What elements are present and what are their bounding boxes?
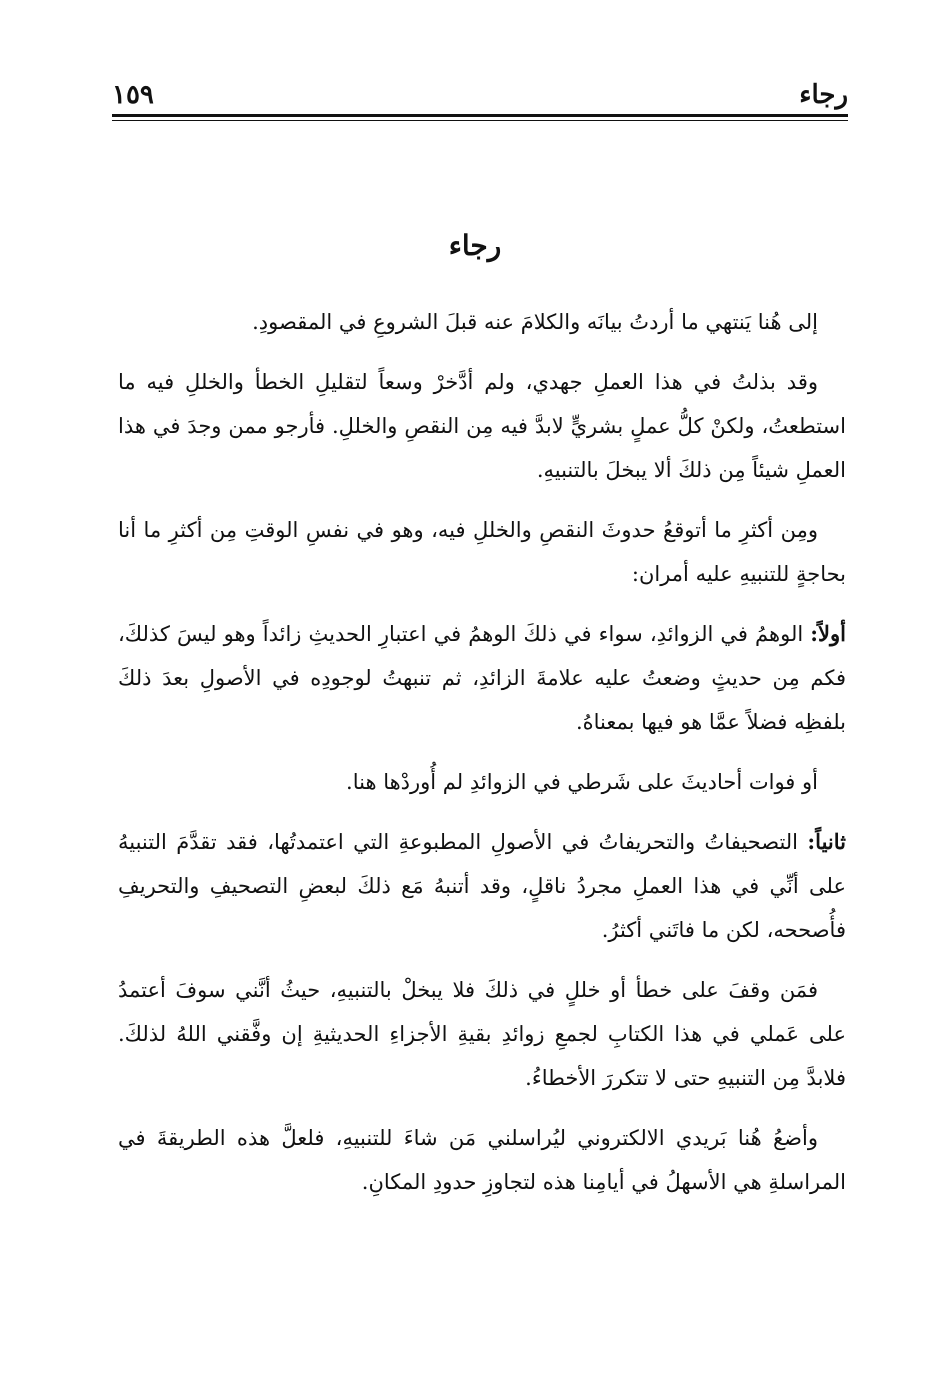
paragraph: أو فوات أحاديثَ على شَرطي في الزوائدِ لم أُوردْها هنا.: [346, 770, 818, 794]
running-title: رجاء: [799, 80, 848, 110]
paragraph-text: التصحيفاتُ والتحريفاتُ في الأصولِ المطبوعةِ التي اعتمدتُها، فقد تقدَّمَ التنبيهُ على أنِّي في هذا العملِ مجردُ ناقلٍ، وقد أتنبهُ مَع ذلكَ لبعضِ التصحيفِ والتحريفِ فأُصححه، لكن ما فاتَني أكثرُ.: [118, 830, 846, 942]
paragraph: فمَن وقفَ على خطأ أو خللٍ في ذلكَ فلا يبخلْ بالتنبيهِ، حيثُ أنَّني سوفَ أعتمدُ على عَملي في هذا الكتابِ لجمعِ زوائدِ بقيةِ الأجزاءِ الحديثيةِ إن وفَّقني اللهُ لذلكَ. فلابدَّ مِن التنبيهِ حتى لا تتكررَ الأخطاءُ.: [118, 978, 846, 1090]
paragraph: وقد بذلتُ في هذا العملِ جهدي، ولم أدَّخرْ وسعاً لتقليلِ الخطأ والخللِ فيه ما استطعتُ، ولكنْ كلُّ عملٍ بشريٍّ لابدَّ فيه مِن النقصِ والخللِ. فأرجو ممن وجدَ في هذا العملِ شيئاً مِن ذلكَ ألا يبخلَ بالتنبيهِ.: [118, 370, 846, 482]
header-rule-thick: [112, 114, 848, 117]
paragraph: ومِن أكثرِ ما أتوقعُ حدوثَ النقصِ والخللِ فيه، وهو في نفسِ الوقتِ مِن أكثرِ ما أنا بحاجةٍ للتنبيهِ عليه أمران:: [118, 518, 846, 586]
paragraph-lead: أولاً:: [810, 621, 846, 646]
header-rule-thin: [112, 120, 848, 121]
paragraph-second-point: [118, 820, 846, 952]
page-number: ١٥٩: [112, 80, 154, 110]
paragraph-lead: ثانياً:: [807, 829, 846, 854]
body-text: [118, 300, 846, 1220]
paragraph: وأضعُ هُنا بَريدي الالكتروني ليُراسلني مَن شاءَ للتنبيهِ، فلعلَّ هذه الطريقةَ في المراسلةِ هي الأسهلُ في أيامِنا هذه لتجاوزِ حدودِ المكانِ.: [118, 1126, 846, 1194]
paragraph-text: الوهمُ في الزوائدِ، سواء في ذلكَ الوهمُ في اعتبارِ الحديثِ زائداً وهو ليسَ كذلكَ، فكم مِن حديثٍ وضعتُ عليه علامةَ الزائدِ، ثم تنبهتُ لوجودِه في الأصولِ بعدَ ذلكَ بلفظِه فضلاً عمَّا هو فيها بمعناهُ.: [118, 622, 846, 734]
page-header: [112, 80, 848, 110]
paragraph: إلى هُنا يَنتهي ما أردتُ بيانَه والكلامَ عنه قبلَ الشروعِ في المقصودِ.: [252, 310, 818, 334]
chapter-title: رجاء: [448, 229, 502, 262]
paragraph-first-point: [118, 612, 846, 744]
